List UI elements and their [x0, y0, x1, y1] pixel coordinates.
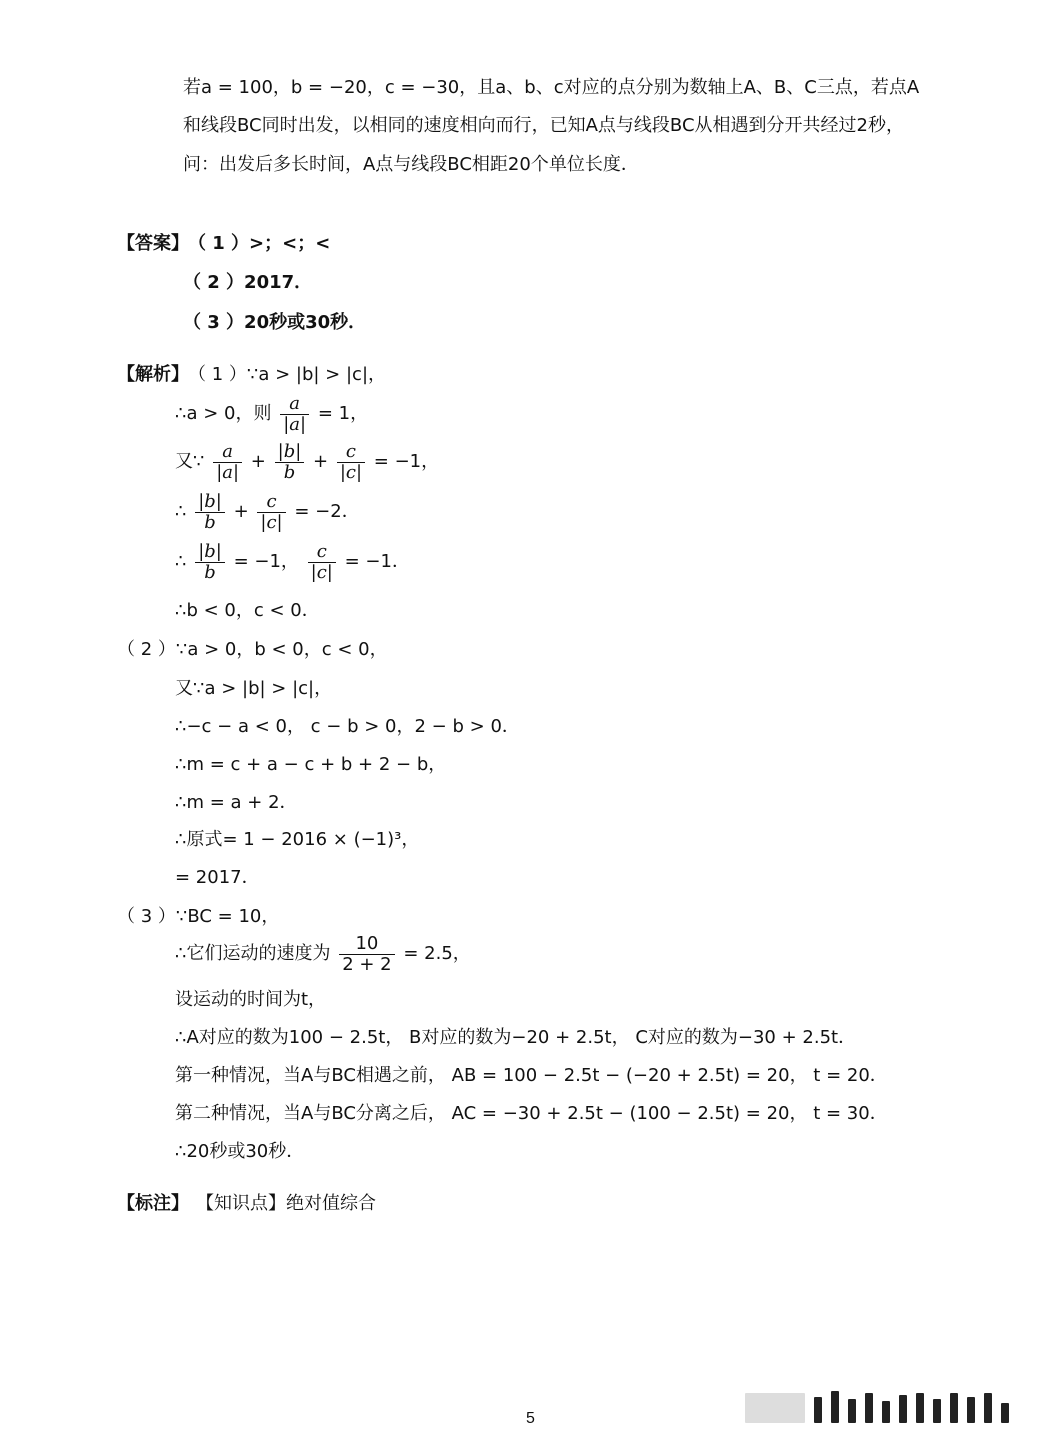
plus-sign: +: [250, 451, 266, 472]
fraction-numerator: c: [257, 492, 285, 513]
analysis-p1-line5-post: = −1．: [344, 551, 410, 572]
analysis-p3-line2: [175, 932, 471, 976]
fraction-a-over-abs-a: [280, 394, 309, 435]
analysis-p3-line5: 第一种情况，当A与BC相遇之前， AB = 100 − 2.5t − (−20 + 2.5t) = 20， t = 20．: [175, 1065, 888, 1086]
analysis-p1-line3-post: = −1，: [373, 451, 440, 472]
answer-tag: 【答案】: [117, 233, 189, 254]
fraction-abs-b-over-b: [275, 442, 305, 483]
analysis-p2-line5: ∴m = a + 2．: [175, 792, 298, 813]
analysis-p3-line2-pre: ∴它们运动的速度为: [175, 943, 331, 964]
answer-part-2: （ 2 ）2017．: [183, 272, 313, 293]
fraction-numerator: c: [308, 542, 336, 563]
fraction-numerator: |b|: [195, 492, 225, 513]
analysis-p1-line5: [175, 540, 410, 584]
problem-line-3: 问：出发后多长时间，A点与线段BC相距20个单位长度．: [183, 154, 639, 175]
analysis-p2-line4: ∴m = c + a − c + b + 2 − b，: [175, 754, 447, 775]
analysis-p2-line2: 又∵a > |b| > |c|，: [175, 678, 333, 699]
note-text: 【知识点】绝对值综合: [196, 1193, 376, 1214]
fraction-numerator: 10: [339, 934, 394, 955]
fraction-denominator: b: [204, 511, 216, 533]
analysis-p1-line4-post: = −2．: [294, 501, 360, 522]
fraction-abs-b-over-b: [195, 542, 225, 583]
fraction-numerator: |b|: [195, 542, 225, 563]
analysis-p1-line5-mid: = −1，: [233, 551, 299, 572]
analysis-p2-line6: ∴原式= 1 − 2016 × (−1)³，: [175, 829, 420, 850]
fraction-denominator: 2 + 2: [342, 953, 392, 975]
analysis-p3-line2-post: = 2.5，: [403, 943, 471, 964]
plus-sign: +: [233, 501, 249, 522]
plus-sign: +: [313, 451, 329, 472]
analysis-p3-line7: ∴20秒或30秒．: [175, 1141, 305, 1162]
fraction-numerator: |b|: [275, 442, 305, 463]
fraction-a-over-abs-a: [213, 442, 242, 483]
fraction-c-over-abs-c: [257, 492, 285, 533]
problem-line-1: 若a = 100，b = −20，c = −30，且a、b、c对应的点分别为数轴上A、B、C三点，若点A: [183, 77, 920, 98]
analysis-p1-line1: （ 1 ）∵a > |b| > |c|，: [188, 364, 387, 385]
analysis-p3-line3: 设运动的时间为t，: [175, 989, 327, 1010]
page-number: 5: [526, 1410, 535, 1427]
fraction-denominator: |c|: [310, 561, 333, 583]
analysis-p1-line2: [175, 392, 368, 436]
fraction-denominator: |c|: [339, 461, 363, 483]
note-tag: 【标注】: [117, 1193, 189, 1214]
fraction-c-over-abs-c: [337, 442, 365, 483]
fraction-denominator: |c|: [260, 511, 283, 533]
fraction-denominator: b: [283, 461, 296, 483]
fraction-numerator: a: [280, 394, 309, 415]
fraction-denominator: b: [204, 561, 216, 583]
analysis-p1-line2-post: = 1，: [317, 403, 369, 424]
analysis-p1-line5-pre: ∴: [175, 551, 187, 572]
fraction-denominator: |a|: [283, 413, 307, 435]
fraction-numerator: a: [213, 442, 242, 463]
analysis-p1-line6: ∴b < 0，c < 0．: [175, 600, 320, 621]
analysis-p1-line3: [175, 440, 439, 484]
analysis-p1-line3-pre: 又∵: [175, 451, 205, 472]
analysis-p1-line2-pre: ∴a > 0，则: [175, 403, 272, 424]
analysis-p1-line4: [175, 490, 360, 534]
fraction-c-over-abs-c: [308, 542, 336, 583]
analysis-p3-line1: （ 3 ）∵BC = 10，: [117, 906, 280, 927]
analysis-p2-line3: ∴−c − a < 0， c − b > 0，2 − b > 0．: [175, 716, 520, 737]
analysis-p3-line6: 第二种情况，当A与BC分离之后， AC = −30 + 2.5t − (100 − 2.5t) = 20， t = 30．: [175, 1103, 888, 1124]
answer-part-1: （ 1 ）>；<；<: [188, 233, 331, 254]
analysis-p2-line7: = 2017．: [175, 867, 260, 888]
watermark-image: [745, 1383, 1045, 1423]
analysis-tag: 【解析】: [117, 364, 189, 385]
analysis-p1-line4-pre: ∴: [175, 501, 187, 522]
analysis-p3-line4: ∴A对应的数为100 − 2.5t， B对应的数为−20 + 2.5t， C对应的数为−30 + 2.5t．: [175, 1027, 857, 1048]
fraction-denominator: |a|: [216, 461, 240, 483]
fraction-10-over-2-plus-2: [339, 934, 394, 975]
fraction-numerator: c: [337, 442, 365, 463]
problem-line-2: 和线段BC同时出发，以相同的速度相向而行，已知A点与线段BC从相遇到分开共经过2秒，: [183, 115, 904, 136]
answer-part-3: （ 3 ）20秒或30秒．: [183, 312, 367, 333]
fraction-abs-b-over-b: [195, 492, 225, 533]
analysis-p2-line1: （ 2 ）∵a > 0，b < 0，c < 0，: [117, 639, 388, 660]
